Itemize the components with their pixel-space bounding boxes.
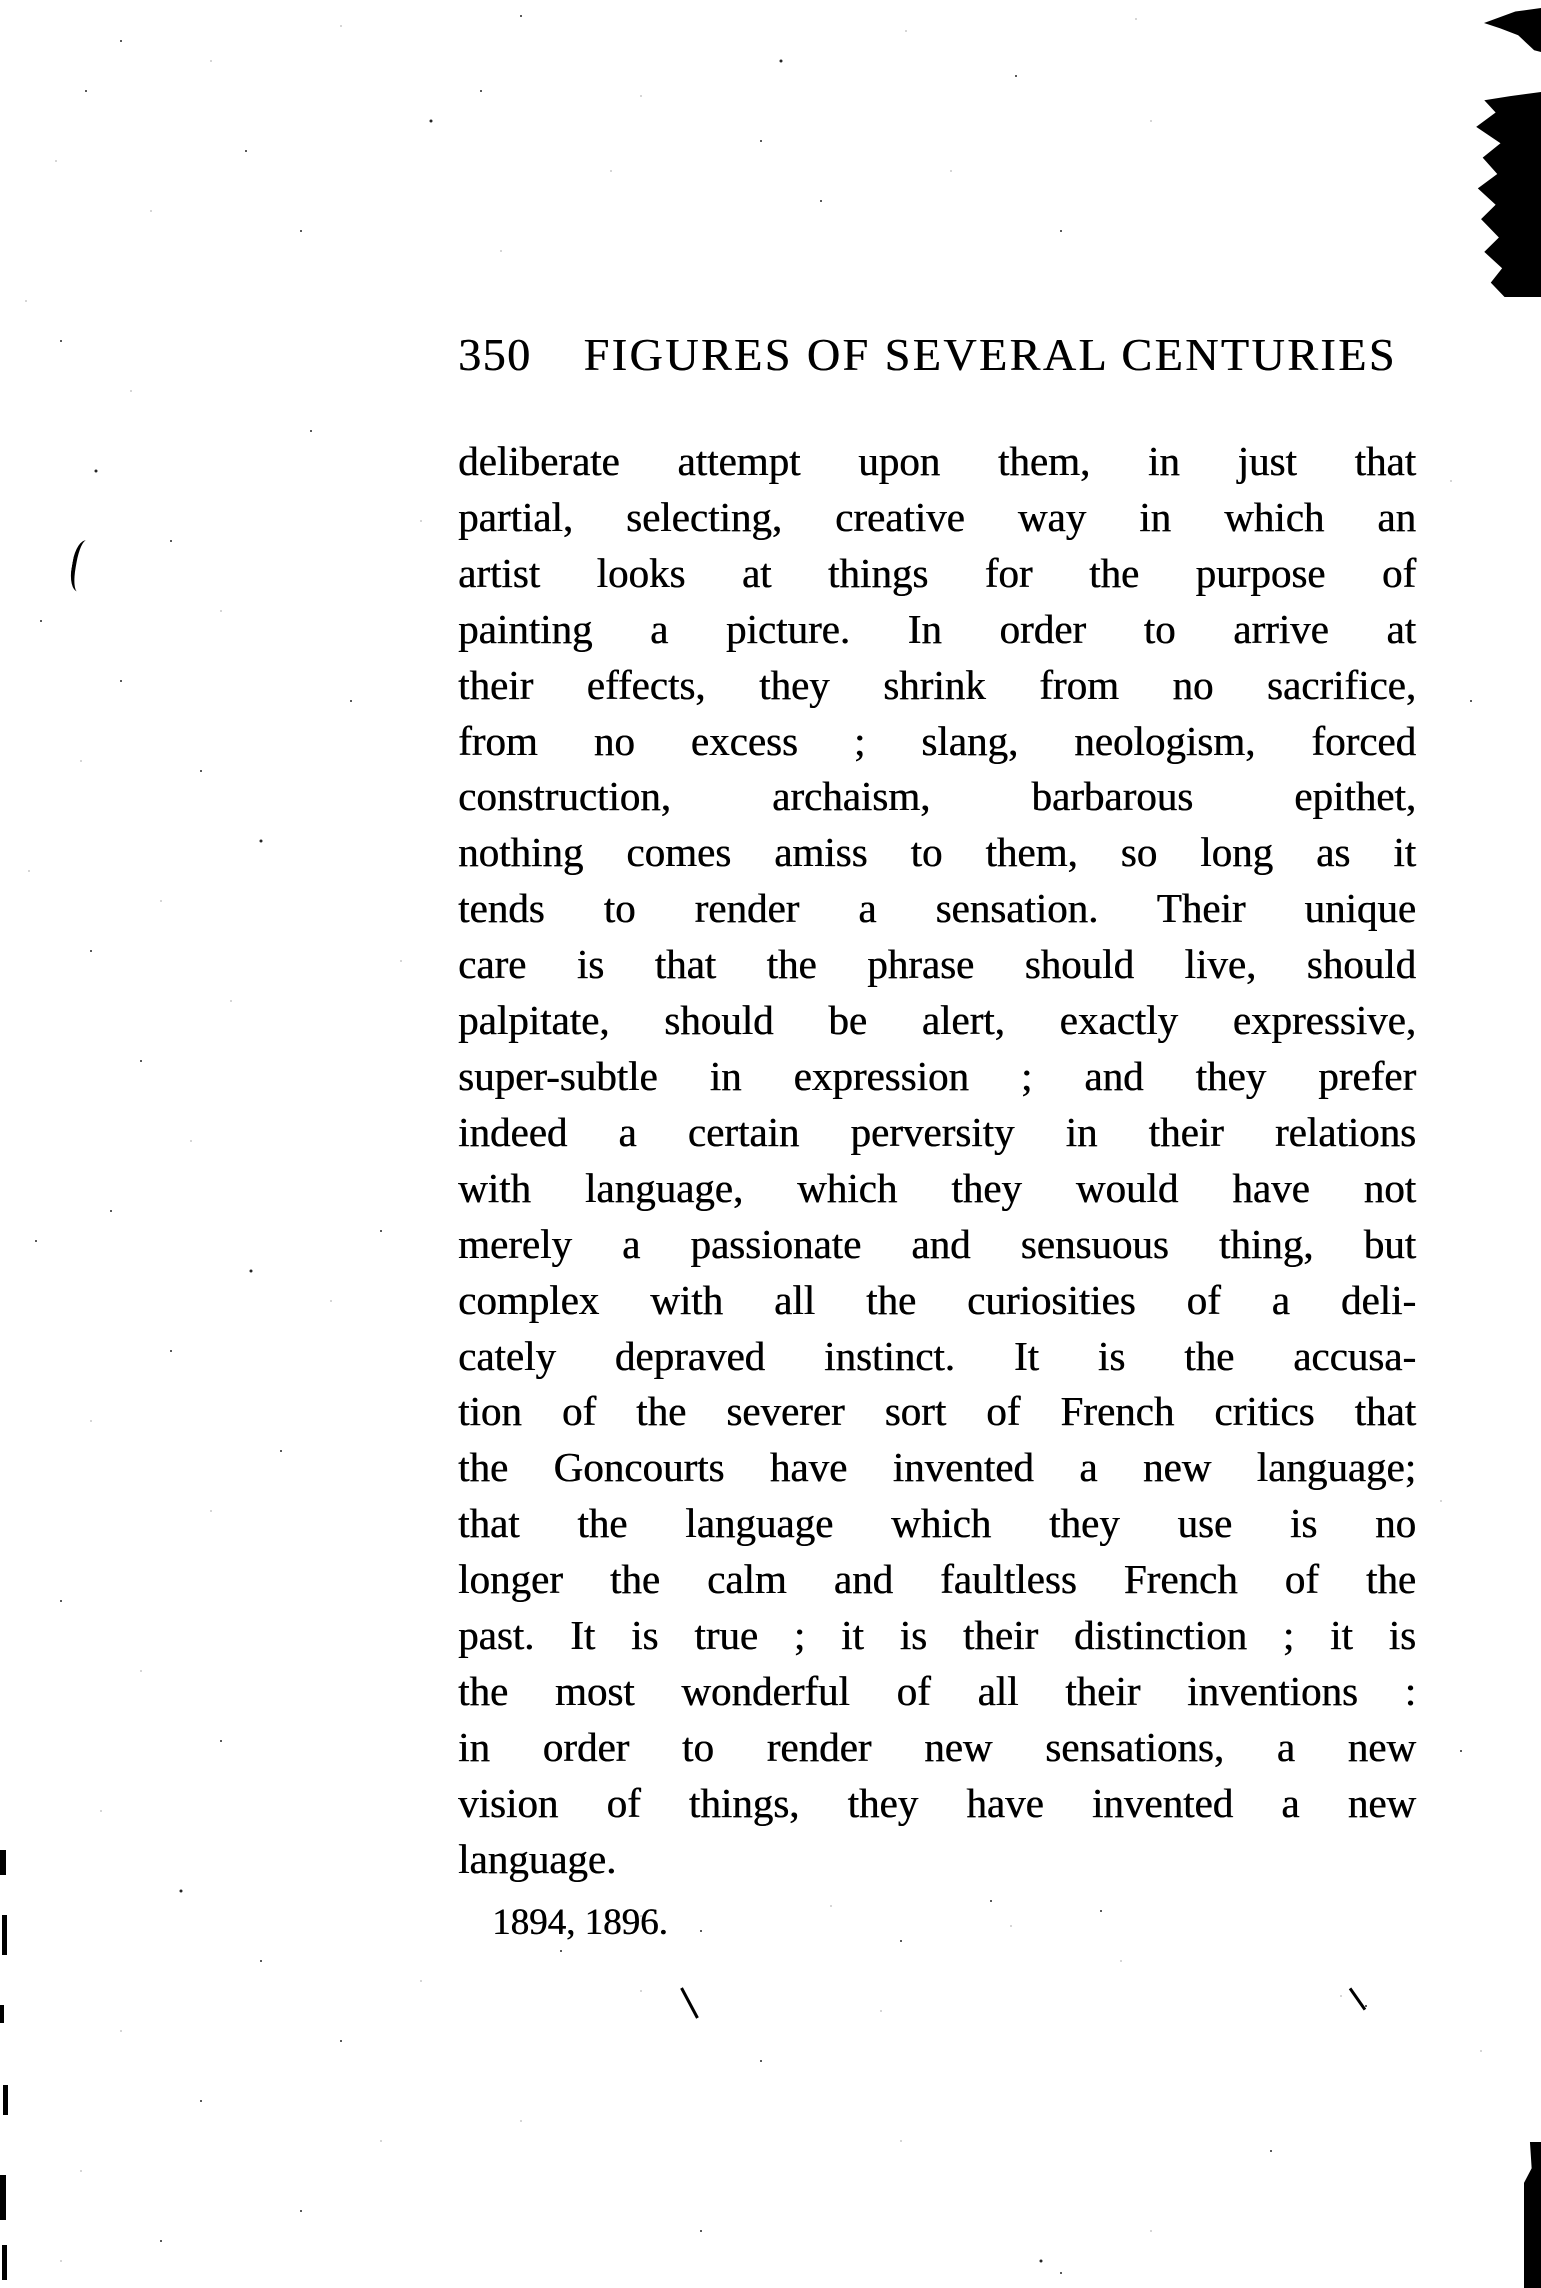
scan-artifact-edge-tick xyxy=(2,1915,7,1955)
scan-artifact-pen-mark xyxy=(68,539,97,594)
text-line: from no excess ; slang, neologism, forced xyxy=(458,717,1416,764)
text-line: complex with all the curiosities of a deli- xyxy=(458,1276,1416,1323)
text-line: tends to render a sensation. Their unique xyxy=(458,885,1416,932)
text-line: past. It is true ; it is their distinction ; it is xyxy=(458,1612,1416,1659)
scan-artifact-corner-wedge xyxy=(1484,8,1541,52)
scan-artifact-stray-mark xyxy=(1349,1987,1366,2010)
text-line: painting a picture. In order to arrive at xyxy=(458,605,1416,652)
text-line: vision of things, they have invented a new xyxy=(458,1779,1416,1826)
scan-artifact-edge-tick xyxy=(0,2175,6,2220)
scan-artifact-stray-mark xyxy=(680,1987,699,2018)
scan-artifact-right-blob xyxy=(1460,92,1541,297)
scan-artifact-bottom-bar xyxy=(1524,2142,1541,2288)
text-line: palpitate, should be alert, exactly expressive, xyxy=(458,997,1416,1044)
page-number: 350 xyxy=(458,329,532,380)
scan-artifact-edge-tick xyxy=(3,2085,8,2115)
text-line: care is that the phrase should live, should xyxy=(458,941,1416,988)
text-line: partial, selecting, creative way in which an xyxy=(458,493,1416,540)
text-line: tion of the severer sort of French critics that xyxy=(458,1388,1416,1435)
text-line: deliberate attempt upon them, in just that xyxy=(458,438,1416,484)
scan-artifact-edge-tick xyxy=(0,1850,6,1875)
text-line: language. xyxy=(458,1835,617,1882)
text-line: with language, which they would have not xyxy=(458,1164,1416,1211)
text-line: the Goncourts have invented a new language; xyxy=(458,1444,1416,1491)
scan-artifact-edge-tick xyxy=(0,2005,4,2023)
body-text xyxy=(458,434,1416,1888)
text-line: in order to render new sensations, a new xyxy=(458,1723,1416,1770)
text-line: nothing comes amiss to them, so long as it xyxy=(458,829,1416,876)
text-line: artist looks at things for the purpose of xyxy=(458,549,1416,596)
running-header-title: FIGURES OF SEVERAL CENTURIES xyxy=(583,329,1397,380)
scan-noise-speckles xyxy=(0,0,2,2)
text-line: super-subtle in expression ; and they prefer xyxy=(458,1052,1416,1099)
text-line: indeed a certain perversity in their relations xyxy=(458,1108,1416,1155)
text-line: cately depraved instinct. It is the accusa- xyxy=(458,1332,1416,1379)
text-line: merely a passionate and sensuous thing, but xyxy=(458,1220,1416,1267)
text-line: construction, archaism, barbarous epithet, xyxy=(458,773,1416,820)
scan-artifact-edge-tick xyxy=(2,2245,7,2280)
text-line: that the language which they use is no xyxy=(458,1500,1416,1547)
text-line: their effects, they shrink from no sacrifice, xyxy=(458,661,1416,708)
running-header xyxy=(458,330,1416,381)
text-line: the most wonderful of all their inventions : xyxy=(458,1667,1416,1714)
date-line: 1894, 1896. xyxy=(492,1902,668,1943)
text-line: longer the calm and faultless French of the xyxy=(458,1556,1416,1603)
